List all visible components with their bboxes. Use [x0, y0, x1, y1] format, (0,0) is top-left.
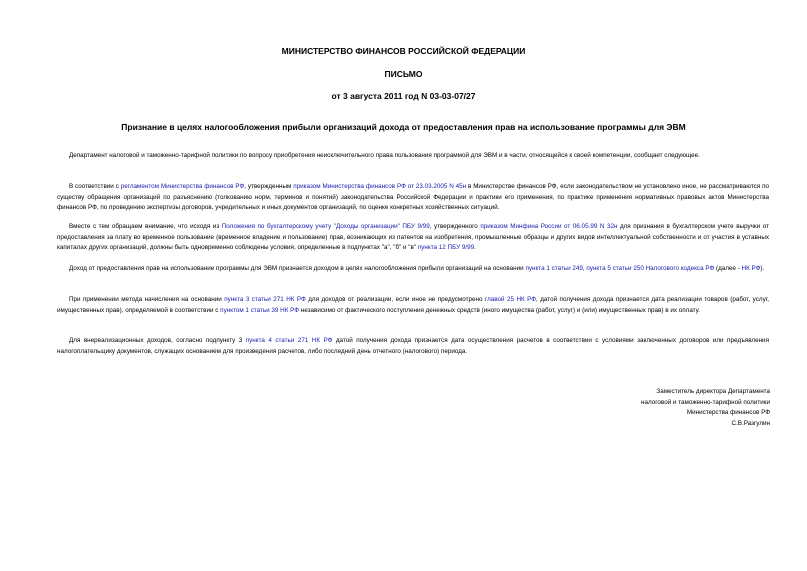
signature-block: [641, 387, 770, 429]
paragraph-text: .: [474, 244, 476, 251]
paragraph-3: [57, 222, 769, 254]
paragraph-text: В соответствии с: [69, 183, 121, 190]
paragraph-text: для доходов от реализации, если иное не предусмотрено: [305, 296, 485, 303]
paragraph-text: Для внереализационных доходов, согласно подпункту 3: [69, 337, 246, 344]
link-article-271-item-3[interactable]: пункта 3 статьи 271 НК РФ: [224, 296, 306, 303]
document-subject: Признание в целях налогообложения прибыли организаций дохода от предоставления прав на использование программы для ЭВМ: [121, 122, 686, 132]
paragraph-text: (далее -: [714, 265, 742, 272]
paragraph-6: [57, 336, 769, 357]
link-pbu-9-99[interactable]: Положения по бухгалтерскому учету "Доходы организации" ПБУ 9/99: [221, 223, 430, 230]
paragraph-text: для признания в бухгалтерском учете выручки от предоставления за плату во временное пользование (временное владение и пользование) прав, возникающих из патентов на изобретения, промышленные образцы и других видов интеллектуальной собственности и от участия в уставных капиталах других организаций, должны быть одновременно соблюдены условия, определенные в подпунктах "а", "б" и "в": [57, 223, 769, 251]
paragraph-text: Вместе с тем обращаем внимание, что исходя из: [69, 223, 222, 230]
paragraph-text: ,: [582, 265, 587, 272]
signature-position: Заместитель директора Департамента: [656, 388, 770, 395]
signature-name: С.В.Разгулин: [731, 419, 770, 427]
document-type: ПИСЬМО: [384, 69, 423, 79]
paragraph-text: Доход от предоставления прав на использование программы для ЭВМ признается доходом в целях налогообложения прибыли организаций на основании: [69, 265, 526, 272]
paragraph-text: , датой получения дохода признается дата реализации товаров (работ, услуг, имущественных прав), определяемой в соответствии с: [57, 296, 770, 314]
paragraph-text: датой получения дохода признается дата осуществления расчетов в соответствии с условиями заключенных договоров или предъявления налогоплательщику документов, служащих основанием для произведения расчетов, либо последний день отчетного (налогового) периода.: [57, 337, 769, 355]
paragraph-text: ).: [760, 265, 765, 272]
paragraph-4: [57, 264, 769, 275]
signature-department: налоговой и таможенно-тарифной политики: [641, 398, 770, 406]
link-article-271-item-4[interactable]: пункта 4 статьи 271 НК РФ: [245, 337, 333, 344]
link-order-32n[interactable]: приказом Минфина России от 06.05.99 N 32н: [480, 223, 618, 230]
link-ministry-regulation[interactable]: регламентом Министерства финансов РФ: [120, 183, 245, 190]
ministry-heading: МИНИСТЕРСТВО ФИНАНСОВ РОССИЙСКОЙ ФЕДЕРАЦИИ: [281, 46, 526, 56]
paragraph-text: , утвержденным: [244, 183, 294, 190]
document-date-number: от 3 августа 2011 год N 03-03-07/27: [331, 91, 476, 101]
paragraph-text: Департамент налоговой и таможенно-тарифной политики по вопросу приобретения неисключительного права пользования программой для ЭВМ и в части, относящейся к своей компетенции, сообщает следующее.: [69, 152, 700, 159]
signature-ministry: Министерства финансов РФ: [686, 409, 770, 416]
link-tax-code[interactable]: НК РФ: [741, 265, 761, 272]
paragraph-2: [57, 182, 769, 214]
link-article-39[interactable]: пунктом 1 статьи 39 НК РФ: [220, 306, 300, 314]
paragraph-text: При применении метода начисления на основании: [69, 296, 225, 303]
link-article-249[interactable]: пункта 1 статьи 249: [525, 265, 583, 272]
paragraph-text: независимо от фактического поступления денежных средств (иного имущества (работ, услуг) и (или) имущественных прав) в их оплату.: [299, 306, 700, 314]
paragraph-1: [57, 151, 769, 162]
link-order-45n[interactable]: приказом Министерства финансов РФ от 23.03.2005 N 45н: [293, 183, 467, 190]
link-chapter-25[interactable]: главой 25 НК РФ: [484, 296, 537, 303]
paragraph-text: в Министерстве финансов РФ, если законодательством не установлено иное, не рассматриваются по существу обращения организаций по разъяснению (толкованию норм, терминов и понятий) законодательства Российской Федерации и практики его применения, по практике применения нормативных правовых актов Министерства финансов РФ, по проведению экспертизы договоров, учредительных и иных документов организаций, по оценке конкретных хозяйственных ситуаций.: [57, 183, 769, 211]
paragraph-text: , утвержденного: [429, 223, 481, 230]
link-pbu-item-12[interactable]: пункта 12 ПБУ 9/99: [417, 244, 475, 251]
link-article-250[interactable]: пункта 5 статьи 250 Налогового кодекса РФ: [586, 265, 715, 272]
paragraph-5: [57, 295, 769, 316]
